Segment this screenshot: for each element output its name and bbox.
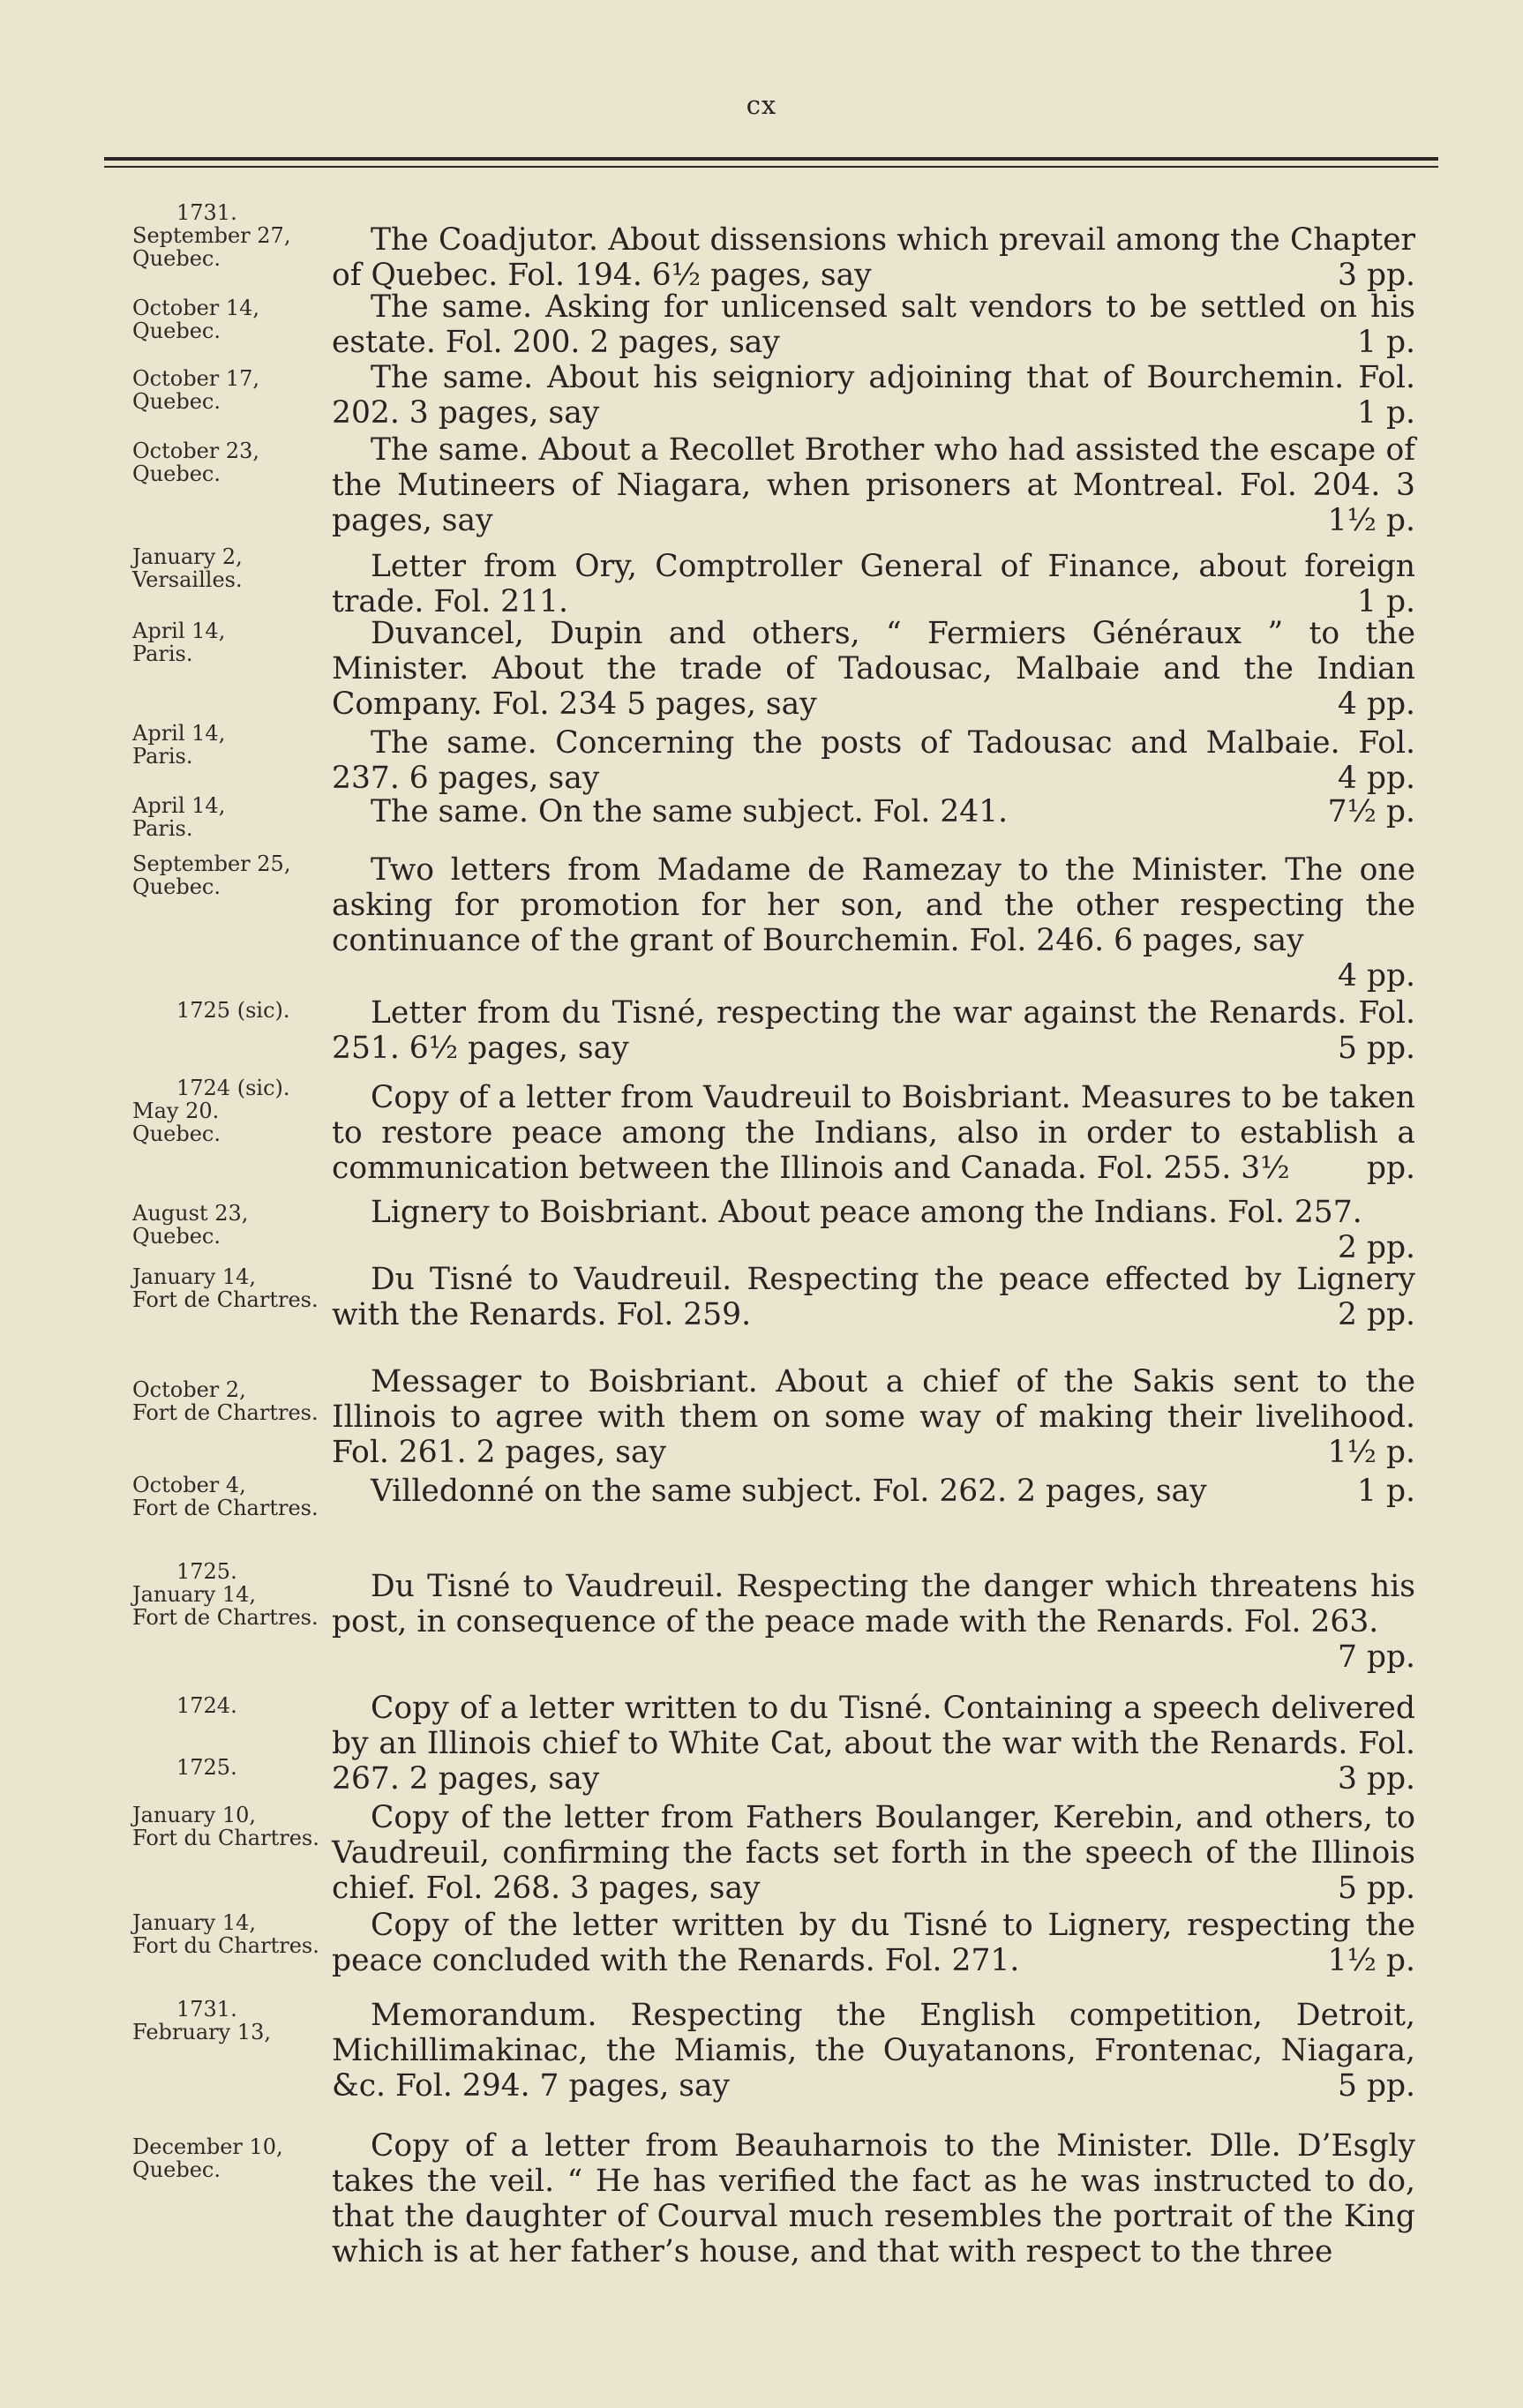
entry-date: April 14, Paris.	[132, 793, 226, 841]
entry-text: Villedonné on the same subject. Fol. 262. 2 pages, say 1 p.	[371, 1474, 1415, 1509]
entry-date: 1724. 1725.	[176, 1693, 237, 1780]
entry-text: Copy of the letter from Fathers Boulanger, Kerebin, and others, to Vaudreuil, confirming the facts set forth in the speech of the Illinois chief. Fol. 268. 3 pages, say 5 pp.	[332, 1800, 1415, 1906]
entry-text: Copy of a letter from Beauharnois to the Minister. Dlle. D’Esgly takes the veil. “ He has verified the fact as he was instructed to do, that the daughter of Courval much resembles the portrait of the King which is at her father’s house, and that with respect to the three	[332, 2128, 1415, 2269]
entry-date: 1725. January 14, Fort de Chartres.	[132, 1559, 319, 1630]
entry-date: 1731. September 27, Quebec.	[132, 200, 291, 271]
entry-text: Two letters from Madame de Ramezay to the Minister. The one asking for promotion for her son, and the other respecting the continuance of the grant of Bourchemin. Fol. 246. 6 pages, say 4 pp.	[332, 852, 1415, 994]
entry-text: Copy of the letter written by du Tisné to Lignery, respecting the peace concluded with the Renards. Fol. 271. 1½ p.	[332, 1908, 1415, 1978]
entry-text: Messager to Boisbriant. About a chief of the Sakis sent to the Illinois to agree with them on some way of making their livelihood. Fol. 261. 2 pages, say 1½ p.	[332, 1364, 1415, 1470]
entry-text: Du Tisné to Vaudreuil. Respecting the peace effected by Lignery with the Renards. Fol. 259. 2 pp.	[332, 1262, 1415, 1332]
entry-date: December 10, Quebec.	[132, 2134, 283, 2182]
entry-date: September 25, Quebec.	[132, 851, 291, 899]
entry-date: October 23, Quebec.	[132, 439, 260, 486]
entry-text: Duvancel, Dupin and others, “ Fermiers Généraux ” to the Minister. About the trade of Tadousac, Malbaie and the Indian Company. Fol. 234 5 pages, say 4 pp.	[332, 616, 1415, 722]
entry-text: Memorandum. Respecting the English competition, Detroit, Michillimakinac, the Miamis, the Ouyatanons, Frontenac, Niagara, &c. Fol. 294. 7 pages, say 5 pp.	[332, 1998, 1415, 2104]
entry-text: Copy of a letter from Vaudreuil to Boisbriant. Measures to be taken to restore peace among the Indians, also in order to establish a communication between the Illinois and Canada. Fol. 255. 3½ pp.	[332, 1080, 1415, 1186]
entry-date: January 2, Versailles.	[132, 544, 243, 592]
entry-text: Letter from du Tisné, respecting the war against the Renards. Fol. 251. 6½ pages, say 5 pp.	[332, 995, 1416, 1066]
entry-date: 1724 (sic). May 20. Quebec.	[132, 1076, 290, 1146]
entry-text: The same. About a Recollet Brother who had assisted the escape of the Mutineers of Niagara, when prisoners at Montreal. Fol. 204. 3 pages, say 1½ p.	[332, 432, 1415, 538]
entry-date: 1731. February 13,	[132, 1997, 271, 2044]
entry-text: Letter from Ory, Comptroller General of Finance, about foreign trade. Fol. 211. 1 p.	[332, 549, 1415, 619]
entry-date: 1725 (sic).	[176, 998, 290, 1023]
entry-text: The same. Concerning the posts of Tadousac and Malbaie. Fol. 237. 6 pages, say 4 pp.	[332, 725, 1416, 796]
entry-date: October 14, Quebec.	[132, 296, 260, 343]
entry-text: Lignery to Boisbriant. About peace among the Indians. Fol. 257. 2 pp.	[371, 1195, 1415, 1265]
entry-date: January 14, Fort du Chartres.	[132, 1910, 319, 1958]
entry-text: Du Tisné to Vaudreuil. Respecting the danger which threatens his post, in consequence of the peace made with the Renards. Fol. 263. 7 pp.	[332, 1569, 1415, 1675]
entry-date: October 2, Fort de Chartres.	[132, 1377, 319, 1425]
entry-text: Copy of a letter written to du Tisné. Containing a speech delivered by an Illinois chief to White Cat, about the war with the Renards. Fol. 267. 2 pages, say 3 pp.	[332, 1691, 1415, 1797]
entry-text: The same. Asking for unlicensed salt vendors to be settled on his estate. Fol. 200. 2 pages, say 1 p.	[332, 289, 1415, 360]
page-number: cx	[746, 90, 777, 120]
entry-text: The same. On the same subject. Fol. 241. 7½ p.	[371, 794, 1415, 829]
entry-date: August 23, Quebec.	[132, 1201, 249, 1249]
entry-date: January 10, Fort du Chartres.	[132, 1803, 319, 1850]
entry-date: October 4, Fort de Chartres.	[132, 1473, 319, 1520]
entry-date: April 14, Paris.	[132, 619, 226, 666]
entry-date: October 17, Quebec.	[132, 366, 260, 414]
entry-date: April 14, Paris.	[132, 721, 226, 769]
entry-text: The Coadjutor. About dissensions which prevail among the Chapter of Quebec. Fol. 194. 6½ pages, say 3 pp.	[332, 222, 1415, 293]
entry-text: The same. About his seigniory adjoining that of Bourchemin. Fol. 202. 3 pages, say 1 p.	[332, 360, 1416, 431]
entry-date: January 14, Fort de Chartres.	[132, 1264, 319, 1312]
